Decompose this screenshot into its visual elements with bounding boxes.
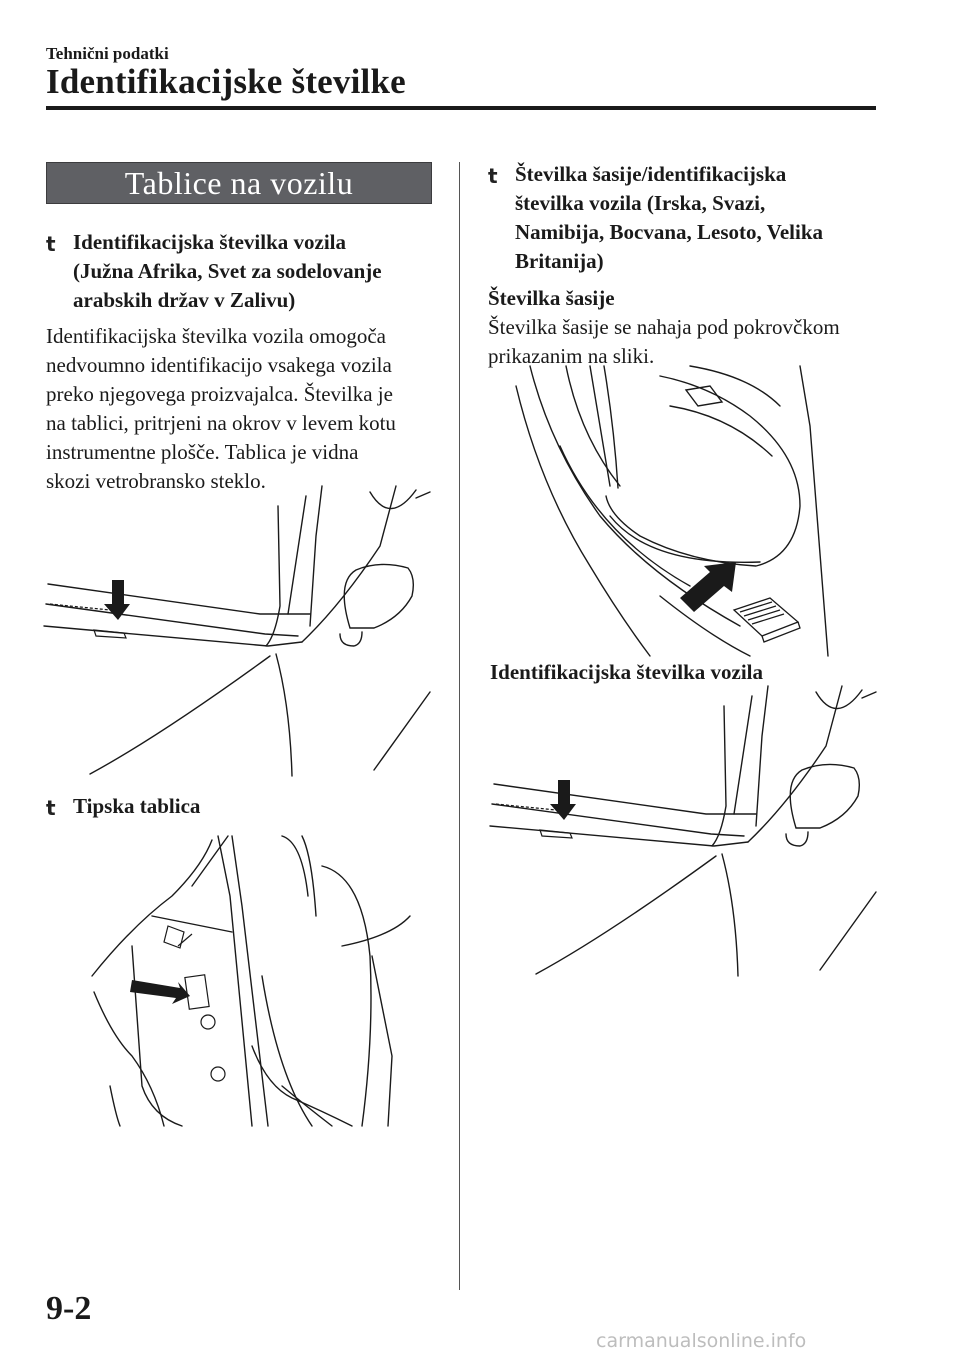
chassis-number-cover-illustration <box>510 366 840 656</box>
dashboard-vin-plate-illustration-right <box>486 686 886 976</box>
chassis-heading-line: Namibija, Bocvana, Lesoto, Velika <box>515 220 824 244</box>
chassis-subheading: Številka šasije <box>488 286 615 310</box>
paragraph-line: Številka šasije se nahaja pod pokrovčkom <box>488 315 840 339</box>
paragraph-line: na tablici, pritrjeni na okrov v levem kotu <box>46 411 396 435</box>
vin-description <box>46 322 396 496</box>
page-number: 9-2 <box>46 1290 92 1327</box>
paragraph-line: preko njegovega proizvajalca. Številka je <box>46 382 393 406</box>
paragraph-line: prikazanim na sliki. <box>488 344 655 368</box>
chassis-heading-line: Britanija) <box>515 249 604 273</box>
bullet-marker: t <box>46 232 56 256</box>
vin-illustration-caption: Identifikacijska številka vozila <box>490 660 764 684</box>
type-plate-heading: Tipska tablica <box>73 794 201 818</box>
bullet-marker: t <box>488 164 498 188</box>
vin-heading-line: (Južna Afrika, Svet za sodelovanje <box>73 259 382 283</box>
section-banner: Tablice na vozilu <box>46 162 432 204</box>
chassis-heading-line: številka vozila (Irska, Svazi, <box>515 191 766 215</box>
paragraph-line: Identifikacijska številka vozila omogoča <box>46 324 386 348</box>
chassis-description <box>488 313 840 371</box>
column-divider <box>459 162 460 1290</box>
vin-heading-line: Identifikacijska številka vozila <box>73 230 347 254</box>
paragraph-line: nedvoumno identifikacijo vsakega vozila <box>46 353 392 377</box>
type-plate-illustration <box>92 836 432 1126</box>
paragraph-line: instrumentne plošče. Tablica je vidna <box>46 440 359 464</box>
vin-heading <box>73 228 382 315</box>
vin-heading-line: arabskih držav v Zalivu) <box>73 288 296 312</box>
chassis-heading <box>515 160 823 276</box>
watermark: carmanualsonline.info <box>596 1330 807 1352</box>
section-label: Tehnični podatki <box>46 44 169 63</box>
title-underline <box>46 106 876 110</box>
chassis-heading-line: Številka šasije/identifikacijska <box>515 162 787 186</box>
dashboard-vin-plate-illustration <box>40 486 440 776</box>
page-title: Identifikacijske številke <box>46 62 406 101</box>
paragraph-line: skozi vetrobransko steklo. <box>46 469 266 493</box>
bullet-marker: t <box>46 796 56 820</box>
